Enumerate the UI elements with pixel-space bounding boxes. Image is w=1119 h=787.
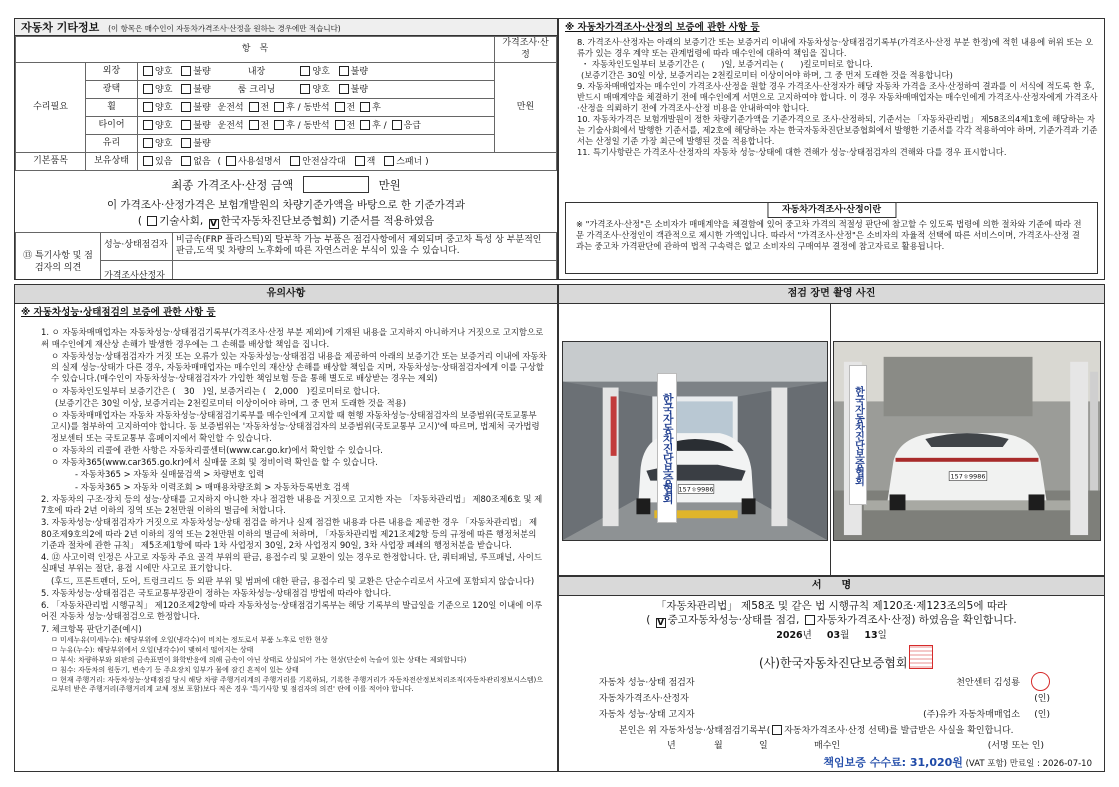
fee-line [823, 756, 1092, 770]
note-line: ㅇ 자동차365(www.car365.go.kr)에서 실매물 조회 및 정비이력 확인을 할 수 있습니다. [51, 457, 378, 468]
checkbox[interactable] [805, 615, 815, 625]
checkbox-checked[interactable]: V [657, 618, 665, 629]
org-name: (사)한국자동차진단보증협회 [759, 656, 908, 670]
signer-row-price [599, 691, 1050, 707]
basic-items-label: 기본품목 [16, 153, 86, 171]
other-info-panel [14, 18, 558, 280]
price-guarantee-items [565, 37, 1098, 157]
note-line: 1. ㅇ 자동차매매업자는 자동차성능·상태점검기록부(가격조사·산정 부분 제외)에 기재된 내용을 고지하지 아니하거나 거짓으로 고지함으로써 매수인에게 재산상 손해가 발생한 경우에는 그 손해를 배상할 책임을 집니다. [41, 327, 544, 349]
criteria-line: ㅁ 침수: 자동차의 원동기, 변속기 등 주요장치 일부가 물에 잠긴 흔적이 있는 상태 [51, 665, 299, 674]
criteria-list [41, 636, 547, 694]
option-label: 전 [260, 120, 270, 131]
final-price-input[interactable] [303, 176, 369, 193]
checkbox[interactable] [181, 102, 191, 112]
receipt-pre: 본인은 위 자동차성능·상태점검기록부( [619, 726, 771, 736]
option-label: 양호 [312, 66, 330, 77]
checkbox[interactable] [143, 120, 153, 130]
note-line: (후드, 프론트펜더, 도어, 트렁크리드 등 외판 부위 및 범퍼에 대한 판금, 용접수리 및 교환은 단순수리로서 사고에 포함되지 않습니다) [51, 575, 535, 586]
confirm-option2: 자동차가격조사·산정) 하였음을 확인합니다. [816, 614, 1017, 627]
note-line: - 자동차365 > 자동차 실매물검색 > 차량번호 입력 [75, 469, 265, 480]
criteria-line: ㅁ 부식: 차량하부와 외판의 금속표면이 화학반응에 의해 금속이 아닌 상태로 상실되어 가는 현상(단순히 녹슬어 있는 상태는 제외합니다) [51, 655, 467, 664]
final-price-row [15, 171, 557, 193]
inspector-seal [1031, 672, 1050, 691]
checkbox[interactable] [143, 84, 153, 94]
criteria-line: ㅁ 현재 주행거리: 자동차성능·상태점검 당시 해당 차량 주행거리계의 주행거리를 기록하되, 기록한 주행거리가 자동차전산정보처리조직(자동차관리정보시스템)으로부터 받은 주행거리(주행거리계 교체 정보 포함)보다 적은 경우 '특기사항 및 점검자의 의견' 란에 이를 적어야 합니다. [51, 675, 544, 693]
photo-rear-image [834, 342, 1100, 540]
other-info-subtitle: (이 항목은 매수인이 자동차가격조사·산정을 원하는 경우에만 적습니다) [108, 24, 341, 33]
note-line: ㅇ 자동차의 리콜에 관한 사항은 자동차리콜센터(www.car.go.kr)에서 확인할 수 있습니다. [51, 444, 383, 455]
signature-body [559, 596, 1104, 628]
signer-mark: (인) [1034, 710, 1050, 720]
checkbox[interactable] [360, 120, 370, 130]
option-label: 불량 [193, 120, 211, 131]
note-line: ㅇ 자동차매매업자는 자동차 자동차성능·상태점검기록부를 매수인에게 고지할 때 현행 자동차성능·상태점검자의 보증범위(국토교통부 고시)를 첨부하여 고지하여야 합니다. 동 보증범위는 '자동차성능·상태점검자의 보증범위(국토교통부 고시)'에 따르며, 법제처 국가법령정보센터 또는 국토교통부 홈페이지에서 확인할 수 있습니다. [51, 410, 540, 443]
option-label: 전 [260, 102, 270, 113]
buyer-sign[interactable]: (서명 또는 인) [987, 741, 1044, 751]
glass-options [138, 135, 495, 153]
repair-label: 수리필요 [16, 63, 86, 153]
guarantee-item: 8. 가격조사·산정자는 아래의 보증기간 또는 보증거리 이내에 자동차성능·상태점검기록부(가격조사·산정 부분 한정)에 적힌 내용에 허위 또는 오류가 있는 경우 계약 또는 관계법령에 따라 매수인에 대하여 책임을 집니다. [577, 37, 1094, 59]
other-info-title: 자동차 기타정보 [21, 21, 100, 34]
option-label: 불량 [193, 66, 211, 77]
note-line: 6. 「자동차관리법 시행규칙」 제120조제2항에 따라 자동차성능·상태점검기록부는 해당 기록부의 발급일을 기준으로 120일 이내에 이루어진 자동차 성능·상태점검으로 한정합니다. [41, 600, 543, 622]
driver-seat-label: 운전석 [217, 120, 244, 131]
option-label: 사용설명서 [237, 156, 282, 167]
signer-value: (주)유카 자동차매매업소 [923, 710, 1020, 720]
option-label: 전 [346, 102, 356, 113]
row-exterior: 외장 [86, 63, 138, 81]
signature-law-line: 「자동차관리법」 제58조 및 같은 법 시행규칙 제120조·제123조의5에 따라 [655, 600, 1008, 612]
signer-mark: (인) [1034, 694, 1050, 704]
note-line: - 자동차365 > 자동차 이력조회 > 매매용차량조회 > 자동차등록번호 검색 [75, 481, 350, 492]
option-label: 불량 [193, 138, 211, 149]
signature-date [559, 630, 1104, 642]
note-line: 5. 자동차성능·상태점검은 국토교통부장관이 정하는 자동차성능·상태점검 방법에 따라야 합니다. [41, 587, 392, 598]
note-line: ㅇ 자동차인도일부터 보증기간은 ( 30 )일, 보증거리는 ( 2,000 )킬로미터로 합니다. [51, 385, 381, 396]
plate-text-front: 157ㅎ9986 [678, 485, 714, 494]
signer-label: 자동차 성능·상태 고지자 [599, 710, 695, 720]
row-tire: 타이어 [86, 117, 138, 135]
exterior-options [138, 63, 495, 81]
inspection-photo-front [562, 341, 828, 541]
fee-note: (VAT 포함) [965, 759, 1007, 769]
checkbox[interactable] [355, 156, 365, 166]
signer-rows [599, 675, 1050, 723]
photo-front-image [563, 342, 827, 540]
checkbox[interactable] [147, 216, 157, 226]
option-label: 전 [346, 120, 356, 131]
inspection-photo-rear [833, 341, 1101, 541]
row-wheel: 휠 [86, 99, 138, 117]
checkbox[interactable] [249, 120, 259, 130]
signature-confirm-line: ( V 중고자동차성능·상태를 점검, 자동차가격조사·산정) 하였음을 확인합니다. [646, 614, 1017, 629]
option-label: 응급 [403, 120, 421, 131]
notes-list [21, 327, 551, 693]
option-label: 양호 [155, 138, 173, 149]
signature-org [759, 656, 907, 672]
price-unit: 만원 [495, 63, 557, 153]
option-label: 스패너 [396, 156, 423, 167]
org-seal [909, 645, 933, 669]
special-notes-label: ⑬ 특기사항 및 점검자의 의견 [16, 232, 101, 280]
checkbox[interactable] [181, 156, 191, 166]
receipt-line [619, 725, 1014, 738]
expiry-date: 만료일 : 2026-07-10 [1009, 759, 1092, 769]
option-label: 있음 [155, 156, 173, 167]
buyer-month-unit: 월 [714, 741, 723, 751]
option-label: 양호 [155, 102, 173, 113]
photos-panel [558, 284, 1105, 576]
price-definition-title: 자동차가격조사·산정이란 [767, 202, 896, 218]
note-line: ㅇ 자동차성능·상태점검자가 거짓 또는 오류가 있는 자동차성능·상태점검 내용을 제공하여 아래의 보증기간 또는 보증거리 이내에 자동차의 실제 성능·상태가 다른 경우, 자동차매매업자는 매수인의 재산상 손해를 배상할 책임을 지며, 자동차성능·상태점검자에게 이를 구상할 수 있습니다.(매수인이 자동차성능·상태점검자가 가입한 책임보험 등을 통해 별도로 배상받는 경우는 제외) [51, 350, 547, 384]
sign-day: 13 [864, 630, 878, 642]
association-banner-front: 한국자동차진단보증협회 [657, 373, 677, 523]
col-price-header: 가격조사·산정 [495, 37, 557, 63]
guarantee-item: 10. 자동차가격은 보험개발원이 정한 차량기준가액을 기준가격으로 조사·산정하되, 기준서는 「자동차관리법」 제58조의4제1호에 해당하는 자는 기술사회에서 발행한 기준서를, 제2호에 해당하는 자는 한국자동차진단보증협회에서 발행한 기준서를 각각 적용하여야 하며, 기준가격과 기준서는 산정일 기준 가장 최근에 발행된 것을 적용합니다. [577, 113, 1098, 146]
basis-text [15, 198, 557, 228]
basis-line1: 이 가격조사·산정가격은 보험개발원의 차량기준가액을 바탕으로 한 기준가격과 [106, 199, 466, 212]
option-label: 후 [372, 102, 381, 113]
row-room-clean: 룸 크리닝 [237, 84, 276, 95]
checkbox[interactable] [772, 725, 782, 735]
plate-text-rear: 157ㅎ9986 [950, 472, 986, 481]
signer-label: 자동차 성능·상태 점검자 [599, 678, 695, 688]
note-line: 2. 자동차의 구조·장치 등의 성능·상태를 고지하지 아니한 자나 점검한 내용을 거짓으로 고지한 자는 「자동차관리법」 제80조제6호 및 제7호에 따라 2년 이하의 징역 또는 2천만원 이하의 벌금에 처합니다. [41, 493, 543, 516]
checkbox[interactable] [143, 102, 153, 112]
confirm-option1: 중고자동차성능·상태를 점검, [667, 614, 800, 627]
basis-option2: 한국자동차진단보증협회 [220, 214, 333, 227]
association-banner-rear: 한국자동차진단보증협회 [849, 365, 867, 505]
criteria-line: ㅁ 미세누유(미세누수): 해당부위에 오일(냉각수)이 비치는 정도로서 부품 노후로 인한 현상 [51, 635, 328, 644]
option-label: 불량 [350, 84, 369, 95]
signer-label: 자동차가격조사·산정자 [599, 694, 689, 704]
option-label: 불량 [350, 66, 369, 77]
option-label: 불량 [193, 102, 211, 113]
other-info-title-bar [15, 19, 557, 36]
driver-seat-label: 운전석 [217, 102, 244, 113]
tire-options: 양호 불량 운전석 전 후 / 동반석 전 후 / 응급 [138, 117, 495, 135]
guarantee-item: 9. 자동차매매업자는 매수인이 가격조사·산정을 원할 경우 가격조사·산정자가 해당 자동차 가격을 조사·산정하여 결과를 이 서식에 적도록 한 후, 반드시 매매계약을 체결하기 전에 매수인에게 서면으로 고지하여야 합니다. 이 경우 자동차매매업자는 매수인에게 가격조사·산정자에게 가격조사·산정을 의뢰하기 전에 가격조사·산정 비용을 안내하여야 합니다. [577, 81, 1098, 113]
basis-end: ) 기준서를 적용하였음 [332, 214, 435, 227]
inspector-opinion: 비금속(FRP 플라스틱)외 탈부착 가능 부품은 점검사항에서 제외되며 중고차 특성 상 부분적인 판금,도색 및 차량의 노후화에 따른 자연스러운 부식이 있을 수 있습니다. [173, 232, 557, 260]
checkbox[interactable] [384, 156, 394, 166]
note-line: 4. ⑫ 사고이력 인정은 사고로 자동차 주요 골격 부위의 판금, 용접수리 및 교환이 있는 경우로 한정합니다. 단, 쿼터패널, 루프패널, 사이드실패널 부위는 절단, 용접 시에만 사고로 표기합니다. [41, 552, 542, 574]
wheel-options: 양호 불량 운전석 전 후 / 동반석 전 후 [138, 99, 495, 117]
col-item-header: 항 목 [16, 37, 495, 63]
signer-row-notifier [599, 707, 1050, 723]
sign-month: 03 [826, 630, 841, 642]
option-label: 불량 [193, 84, 211, 95]
signature-header: 서 명 [559, 577, 1104, 596]
basic-items-options: 있음 없음 ( 사용설명서 안전삼각대 잭 스패너 ) [138, 153, 557, 171]
criteria-line: ㅁ 누유(누수): 해당부위에서 오일(냉각수)이 맺혀서 떨어지는 상태 [51, 645, 254, 654]
sign-year: 2026 [776, 630, 803, 642]
checkbox[interactable] [143, 138, 153, 148]
price-definition-box [565, 202, 1098, 274]
checkbox[interactable] [339, 66, 349, 76]
signer-row-inspector [599, 675, 1050, 691]
buyer-label: 매수인 [814, 741, 841, 751]
checkbox[interactable] [290, 156, 300, 166]
checkbox-checked[interactable]: V [210, 218, 218, 229]
passenger-seat-label: 동반석 [303, 102, 330, 113]
checkbox[interactable] [300, 66, 310, 76]
option-label: 양호 [155, 120, 173, 131]
special-notes-table [15, 232, 557, 280]
final-price-label: 최종 가격조사·산정 금액 [171, 178, 294, 193]
checkbox[interactable] [181, 66, 191, 76]
fee-label: 책임보증 수수료: 31,020원 [823, 756, 963, 769]
checkbox[interactable] [300, 84, 310, 94]
photos-header: 점검 장면 촬영 사진 [559, 285, 1104, 304]
checkbox[interactable] [274, 102, 284, 112]
checkbox[interactable] [360, 102, 370, 112]
buyer-year-unit: 년 [667, 741, 676, 751]
price-guarantee-panel [558, 18, 1105, 280]
option-label: 양호 [312, 84, 330, 95]
note-line: 3. 자동차성능·상태점검자가 거짓으로 자동차성능·상태 점검을 하거나 실제 점검한 내용과 다른 내용을 제공한 경우 「자동차관리법」 제80조제9호의2에 따라 2년 이하의 징역 또는 2천만원 이하의 벌금에 처하며, 「자동차관리법 제21조제2항 등의 규정에 따른 행정처분의 기준과 절차에 관한 규칙」 제5조제1항에 따라 1차 사업정지 30일, 2차 사업정지 90일, 3차 사업장 폐쇄의 행정처분을 받습니다. [41, 517, 538, 550]
option-label: 없음 [193, 156, 211, 167]
day-unit: 일 [877, 630, 887, 642]
note-line: 7. 체크항목 판단기준(예시) [41, 623, 142, 634]
note-line: (보증기간은 30일 이상, 보증거리는 2천킬로미터 이상이어야 하며, 그 중 먼저 도래한 것을 적용) [55, 397, 407, 408]
option-label: 양호 [155, 66, 173, 77]
checkbox[interactable] [249, 102, 259, 112]
checkbox[interactable] [339, 84, 349, 94]
checkbox[interactable] [181, 138, 191, 148]
checkbox[interactable] [226, 156, 236, 166]
receipt-post: 자동차가격조사·산정 선택)를 발급받은 사실을 확인합니다. [784, 726, 1014, 736]
basis-option1: 기술사회, [159, 214, 204, 227]
notes-header: 유의사항 [15, 285, 557, 304]
notes-panel [14, 284, 558, 772]
checkbox[interactable] [335, 120, 345, 130]
checkbox[interactable] [181, 84, 191, 94]
checkbox[interactable] [274, 120, 284, 130]
row-gloss: 광택 [86, 81, 138, 99]
price-guarantee-title: ※ 자동차가격조사·산정의 보증에 관한 사항 등 [565, 22, 760, 33]
checkbox[interactable] [181, 120, 191, 130]
photo-divider [830, 304, 831, 575]
month-unit: 월 [840, 630, 850, 642]
option-label: 후 [286, 102, 295, 113]
repair-table [15, 36, 557, 171]
gloss-options [138, 81, 495, 99]
signer-value: 천안센터 김성룡 [956, 678, 1020, 688]
buyer-day-unit: 일 [759, 741, 768, 751]
checkbox[interactable] [143, 156, 153, 166]
passenger-seat-label: 동반석 [303, 120, 330, 131]
notes-title: ※ 자동차성능·상태점검의 보증에 관한 사항 등 [21, 307, 216, 318]
inspector-label: 성능·상태점검자 [101, 232, 173, 260]
option-label: 양호 [155, 84, 173, 95]
signature-panel [558, 576, 1105, 772]
option-label: 후 [286, 120, 295, 131]
row-glass: 유리 [86, 135, 138, 153]
guarantee-item: ・ 자동차인도일부터 보증기간은 ( )일, 보증거리는 ( )킬로미터로 합니다. [581, 59, 873, 70]
checkbox[interactable] [335, 102, 345, 112]
guarantee-item: (보증기간은 30일 이상, 보증거리는 2천킬로미터 이상이어야 하며, 그 중 먼저 도래한 것을 적용합니다) [581, 70, 953, 81]
price-checker-opinion [173, 260, 557, 280]
option-label: 후 [372, 120, 381, 131]
price-definition-text: ※ "가격조사·산정"은 소비자가 매매계약을 체결함에 있어 중고차 가격의 적절성 판단에 참고할 수 있도록 법령에 의한 절차와 기준에 따라 전문 가격조사·산정인이 객관적으로 제시한 가액입니다. 따라서 "가격조사·산정"은 소비자의 자율적 선택에 따른 서비스이며, 가격조사·산정 결과는 중고차 가격판단에 관하여 법적 구속력은 없고 소비자의 구매여부 결정에 참고자료로 활용됩니다. [576, 219, 1082, 252]
row-interior: 내장 [247, 66, 266, 77]
guarantee-item: 11. 특기사항란은 가격조사·산정자의 자동차 성능·상태에 대한 견해가 성능·상태점검자의 견해와 다를 경우 표시합니다. [577, 146, 1007, 157]
own-status-label: 보유상태 [86, 153, 138, 171]
checkbox[interactable] [143, 66, 153, 76]
checkbox[interactable] [392, 120, 402, 130]
price-checker-label: 가격조사산정자 [101, 260, 173, 280]
final-price-unit: 만원 [378, 178, 401, 193]
option-label: 잭 [366, 156, 376, 167]
option-label: 안전삼각대 [302, 156, 346, 167]
basis-line2: ( 기술사회, V 한국자동차진단보증협회) 기준서를 적용하였음 [137, 214, 435, 229]
year-unit: 년 [802, 630, 812, 642]
